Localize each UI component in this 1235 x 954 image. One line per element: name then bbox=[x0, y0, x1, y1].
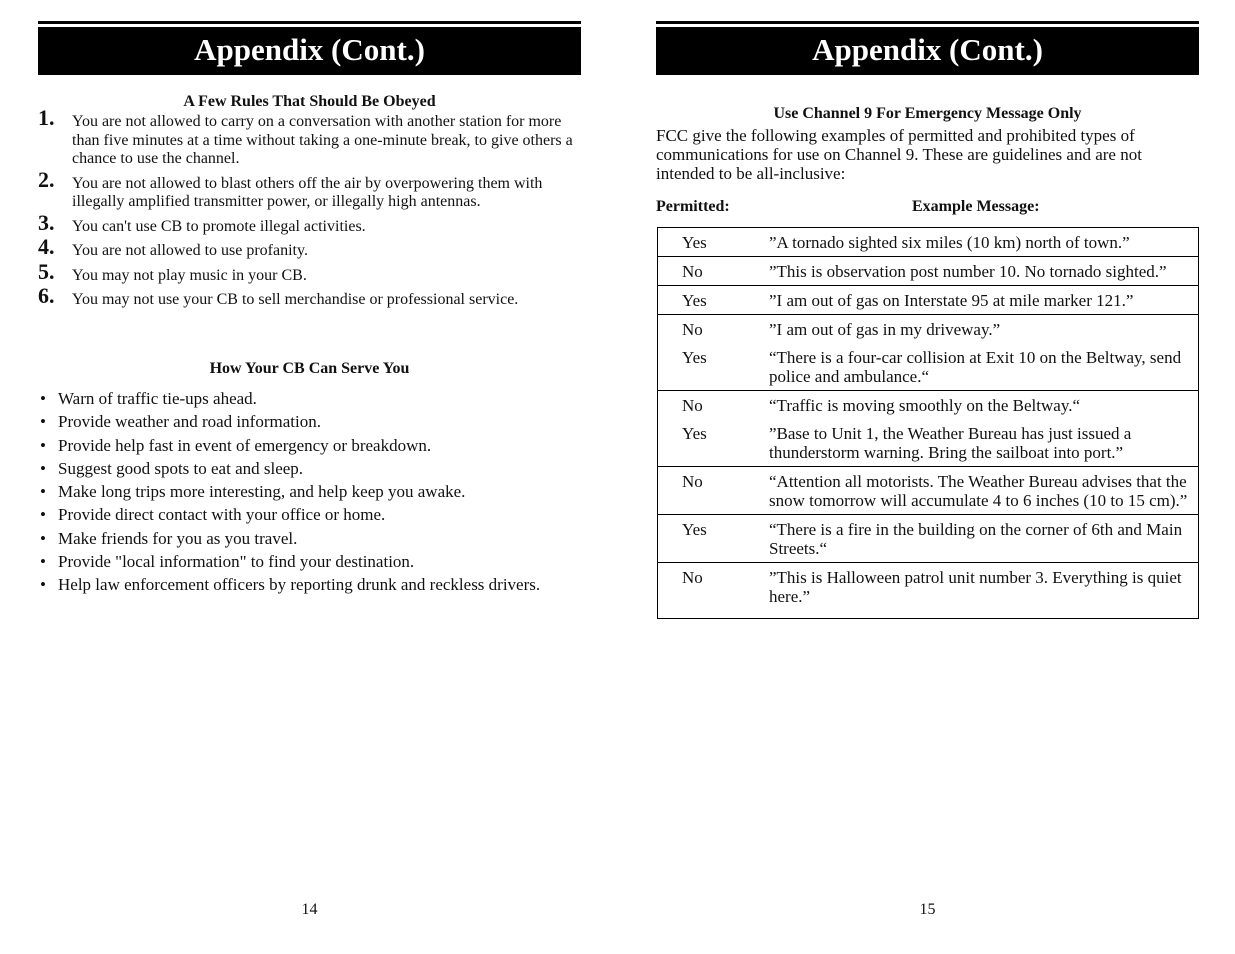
list-item bbox=[40, 503, 585, 526]
rule-item bbox=[38, 258, 581, 286]
list-item bbox=[40, 527, 585, 550]
table-group bbox=[658, 286, 1198, 315]
rule-item bbox=[38, 209, 581, 237]
bullet-icon: • bbox=[40, 575, 46, 595]
rules-list bbox=[38, 105, 581, 316]
permitted-cell: No bbox=[682, 320, 703, 339]
list-item bbox=[40, 457, 585, 480]
bullet-icon: • bbox=[40, 458, 46, 478]
list-item bbox=[40, 410, 585, 433]
bullet-icon: • bbox=[40, 552, 46, 572]
permitted-cell: Yes bbox=[682, 291, 707, 310]
list-item bbox=[40, 434, 585, 457]
list-item-text: Provide direct contact with your office or home. bbox=[58, 505, 386, 525]
rule-item bbox=[38, 166, 581, 212]
rule-number: 3. bbox=[38, 209, 55, 235]
table-row bbox=[658, 291, 1198, 310]
table-group bbox=[658, 315, 1198, 391]
message-cell: ”Base to Unit 1, the Weather Bureau has just issued a thunderstorm warning. Bring the sailboat into port.” bbox=[769, 424, 1132, 462]
permitted-column-header: Permitted: bbox=[656, 198, 730, 215]
table-row bbox=[658, 568, 1198, 606]
serve-title: How Your CB Can Serve You bbox=[209, 360, 410, 377]
rule-number: 5. bbox=[38, 258, 55, 284]
permitted-cell: Yes bbox=[682, 424, 707, 443]
rule-number: 1. bbox=[38, 105, 55, 130]
header-rule bbox=[38, 21, 581, 24]
list-item-text: Make friends for you as you travel. bbox=[58, 528, 298, 548]
list-item-text: Make long trips more interesting, and help keep you awake. bbox=[58, 482, 466, 502]
table-row bbox=[658, 320, 1198, 339]
rule-item bbox=[38, 234, 581, 261]
list-item bbox=[40, 387, 585, 410]
rules-title: A Few Rules That Should Be Obeyed bbox=[183, 93, 436, 110]
examples-table bbox=[657, 227, 1199, 619]
rule-text: You are not allowed to use profanity. bbox=[72, 242, 308, 259]
rule-text: You are not allowed to blast others off the air by overpowering them with illegally amplified transmitter power, or illegally high antennas. bbox=[72, 174, 543, 210]
table-group bbox=[658, 391, 1198, 467]
table-row bbox=[658, 472, 1198, 510]
emergency-title: Use Channel 9 For Emergency Message Only bbox=[773, 105, 1082, 122]
rule-item bbox=[38, 283, 581, 310]
bullet-icon: • bbox=[40, 528, 46, 548]
rule-text: You may not use your CB to sell merchandise or professional service. bbox=[72, 291, 519, 308]
message-cell: ”This is Halloween patrol unit number 3. Everything is quiet here.” bbox=[769, 568, 1182, 606]
permitted-cell: Yes bbox=[682, 520, 707, 539]
table-group bbox=[658, 228, 1198, 257]
rule-text: You may not play music in your CB. bbox=[72, 266, 307, 284]
table-group bbox=[658, 257, 1198, 286]
table-group bbox=[658, 515, 1198, 563]
rule-text: You can't use CB to promote illegal activities. bbox=[72, 217, 366, 235]
bullet-icon: • bbox=[40, 412, 46, 432]
list-item bbox=[40, 573, 585, 596]
serve-list bbox=[40, 387, 585, 597]
message-column-header: Example Message: bbox=[912, 198, 1040, 215]
rule-number: 4. bbox=[38, 234, 55, 259]
message-cell: “There is a four-car collision at Exit 10 on the Beltway, send police and ambulance.“ bbox=[769, 348, 1182, 386]
rule-number: 6. bbox=[38, 283, 55, 308]
bullet-icon: • bbox=[40, 505, 46, 525]
message-cell: ”This is observation post number 10. No tornado sighted.” bbox=[769, 262, 1167, 281]
right-page bbox=[656, 0, 1199, 954]
page-number: 15 bbox=[919, 901, 936, 918]
page-header: Appendix (Cont.) bbox=[38, 27, 581, 75]
bullet-icon: • bbox=[40, 482, 46, 502]
list-item-text: Provide weather and road information. bbox=[58, 412, 321, 432]
message-cell: ”I am out of gas in my driveway.” bbox=[769, 320, 1001, 339]
table-group bbox=[658, 467, 1198, 515]
message-cell: ”A tornado sighted six miles (10 km) north of town.” bbox=[769, 233, 1130, 252]
message-cell: ”I am out of gas on Interstate 95 at mile marker 121.” bbox=[769, 291, 1134, 310]
message-cell: “Traffic is moving smoothly on the Beltway.“ bbox=[769, 396, 1081, 415]
intro-paragraph: FCC give the following examples of permitted and prohibited types of communications for use on Channel 9. These are guidelines and are not intended to be all-inclusive: bbox=[656, 126, 1142, 183]
bullet-icon: • bbox=[40, 389, 46, 408]
table-row bbox=[658, 396, 1198, 415]
list-item bbox=[40, 550, 585, 573]
bullet-icon: • bbox=[40, 435, 46, 455]
rule-text: You are not allowed to carry on a conversation with another station for more than five minutes at a time without taking a one-minute break, to give others a chance to use the channel. bbox=[72, 113, 573, 167]
table-group bbox=[658, 563, 1198, 618]
permitted-cell: Yes bbox=[682, 233, 707, 252]
table-row bbox=[658, 348, 1198, 386]
left-page bbox=[38, 0, 581, 954]
list-item-text: Suggest good spots to eat and sleep. bbox=[58, 458, 304, 478]
list-item-text: Help law enforcement officers by reporting drunk and reckless drivers. bbox=[58, 575, 541, 595]
table-row bbox=[658, 262, 1198, 281]
table-row bbox=[658, 233, 1198, 252]
rule-number: 2. bbox=[38, 166, 55, 192]
page-header: Appendix (Cont.) bbox=[656, 27, 1199, 75]
permitted-cell: No bbox=[682, 568, 703, 587]
permitted-cell: Yes bbox=[682, 348, 707, 367]
permitted-cell: No bbox=[682, 396, 703, 415]
page-number: 14 bbox=[301, 901, 318, 918]
message-cell: “There is a fire in the building on the corner of 6th and Main Streets.“ bbox=[769, 520, 1183, 558]
permitted-cell: No bbox=[682, 262, 703, 281]
rule-item bbox=[38, 105, 581, 169]
message-cell: “Attention all motorists. The Weather Bureau advises that the snow tomorrow will accumulate 4 to 6 inches (10 to 15 cm).” bbox=[769, 472, 1188, 510]
list-item-text: Provide help fast in event of emergency or breakdown. bbox=[58, 435, 432, 455]
table-row bbox=[658, 424, 1198, 462]
table-row bbox=[658, 520, 1198, 558]
list-item-text: Provide "local information" to find your destination. bbox=[58, 552, 415, 572]
header-rule bbox=[656, 21, 1199, 24]
permitted-cell: No bbox=[682, 472, 703, 491]
list-item bbox=[40, 480, 585, 503]
list-item-text: Warn of traffic tie-ups ahead. bbox=[58, 389, 257, 408]
